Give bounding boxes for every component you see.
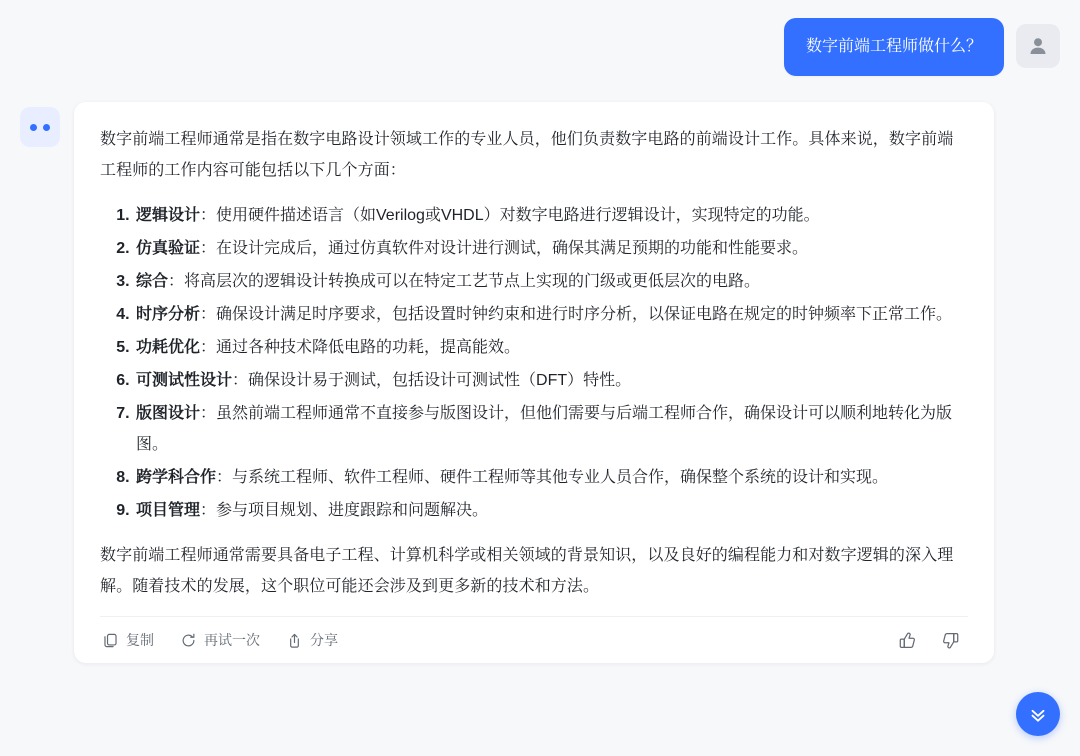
share-button[interactable] xyxy=(286,630,338,650)
assistant-message-row xyxy=(20,102,1060,663)
message-actions-right xyxy=(898,631,966,650)
person-icon xyxy=(1026,34,1050,58)
user-message-bubble: 数字前端工程师做什么？ xyxy=(784,18,1004,76)
thumbs-down-icon xyxy=(941,631,960,650)
list-item-body: ：确保设计满足时序要求，包括设置时钟约束和进行时序分析，以保证电路在规定的时钟频率下正常工作。 xyxy=(200,306,953,323)
assistant-avatar xyxy=(20,107,60,147)
list-item-title: 时序分析 xyxy=(136,306,201,323)
list-item xyxy=(134,495,968,526)
assistant-outro-paragraph: 数字前端工程师通常需要具备电子工程、计算机科学或相关领域的背景知识，以及良好的编程能力和对数字逻辑的深入理解。随着技术的发展，这个职位可能还会涉及到更多新的技术和方法。 xyxy=(100,547,954,595)
list-item-title: 仿真验证 xyxy=(136,240,201,257)
retry-button[interactable] xyxy=(180,630,260,650)
list-item-title: 跨学科合作 xyxy=(136,469,217,486)
list-item xyxy=(134,299,968,330)
list-item-body: ：在设计完成后，通过仿真软件对设计进行测试，确保其满足预期的功能和性能要求。 xyxy=(200,240,809,257)
list-item xyxy=(134,398,968,460)
share-icon xyxy=(286,632,303,649)
list-item-title: 综合 xyxy=(136,273,169,290)
list-item-body: ：将高层次的逻辑设计转换成可以在特定工艺节点上实现的门级或更低层次的电路。 xyxy=(168,273,761,290)
list-item-title: 功耗优化 xyxy=(136,339,201,356)
message-actions-left xyxy=(102,630,338,650)
share-button-label: 分享 xyxy=(310,632,338,648)
user-avatar[interactable] xyxy=(1016,24,1060,68)
list-item xyxy=(134,266,968,297)
user-message-row xyxy=(20,18,1060,76)
thumbs-up-icon xyxy=(898,631,917,650)
copy-icon xyxy=(102,632,119,649)
list-item xyxy=(134,332,968,363)
list-item xyxy=(134,365,968,396)
copy-button-label: 复制 xyxy=(126,632,154,648)
refresh-icon xyxy=(180,632,197,649)
robot-eyes-icon xyxy=(30,124,50,131)
like-button[interactable] xyxy=(898,631,917,650)
assistant-intro-paragraph: 数字前端工程师通常是指在数字电路设计领域工作的专业人员，他们负责数字电路的前端设计工作。具体来说，数字前端工程师的工作内容可能包括以下几个方面： xyxy=(100,131,954,179)
list-item xyxy=(134,462,968,493)
list-item-title: 可测试性设计 xyxy=(136,372,233,389)
list-item-title: 项目管理 xyxy=(136,502,201,519)
assistant-points-list xyxy=(100,200,968,526)
list-item-body: ：参与项目规划、进度跟踪和问题解决。 xyxy=(200,502,489,519)
chevron-double-down-icon xyxy=(1027,703,1049,725)
list-item-title: 逻辑设计 xyxy=(136,207,201,224)
list-item xyxy=(134,233,968,264)
list-item-body: ：使用硬件描述语言（如Verilog或VHDL）对数字电路进行逻辑设计，实现特定的功能。 xyxy=(200,207,820,224)
copy-button[interactable] xyxy=(102,630,154,650)
list-item-body: ：虽然前端工程师通常不直接参与版图设计，但他们需要与后端工程师合作，确保设计可以顺利地转化为版图。 xyxy=(136,405,953,453)
assistant-message-card xyxy=(74,102,994,663)
scroll-to-bottom-button[interactable] xyxy=(1016,692,1060,736)
list-item-body: ：与系统工程师、软件工程师、硬件工程师等其他专业人员合作，确保整个系统的设计和实现。 xyxy=(216,469,889,486)
message-action-bar xyxy=(100,616,968,663)
list-item xyxy=(134,200,968,231)
list-item-body: ：通过各种技术降低电路的功耗，提高能效。 xyxy=(200,339,521,356)
dislike-button[interactable] xyxy=(941,631,960,650)
retry-button-label: 再试一次 xyxy=(204,632,260,648)
list-item-title: 版图设计 xyxy=(136,405,201,422)
list-item-body: ：确保设计易于测试，包括设计可测试性（DFT）特性。 xyxy=(232,372,632,389)
